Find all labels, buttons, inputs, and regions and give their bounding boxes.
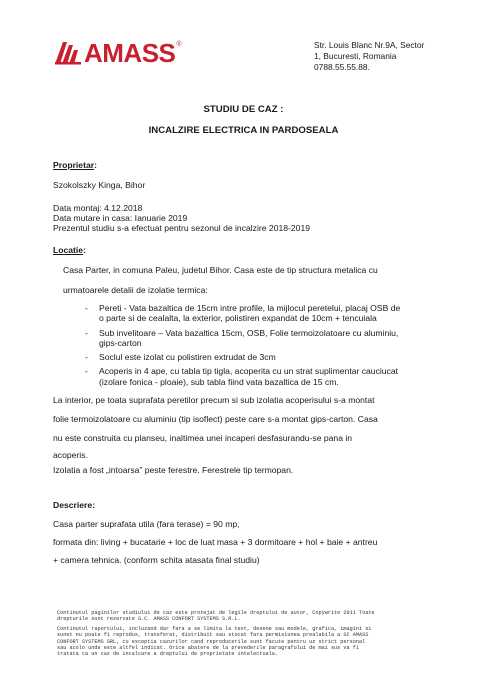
footer-line: sunet nu poate fi reprodus, transferat, distribuit sau stocat fara permisiunea prealabila a SC AMASS bbox=[57, 632, 369, 639]
location-intro-line: urmatoarele detalii de izolatie termica: bbox=[63, 285, 208, 295]
document-title: STUDIU DE CAZ : bbox=[203, 104, 284, 115]
location-intro-line: Casa Parter, in comuna Paleu, judetul Bihor. Casa este de tip structura metalica cu bbox=[63, 265, 378, 275]
phone-number: 0788.55.55.88. bbox=[314, 62, 370, 72]
company-address bbox=[314, 40, 464, 73]
footer-line: drepturile sunt rezervate S.C. AMASS CONFORT SYSTEMS S.R.L. bbox=[57, 616, 241, 623]
footer-line: sau acolo unde este altfel indicat. Orice abatere de la prevederile paragrafului de mai sus va fi bbox=[57, 645, 359, 652]
interior-paragraph-line: folie termoizolatoare cu aluminiu (tip isoflect) peste care s-a montat gips-carton. Casa bbox=[53, 414, 378, 424]
description-line: + camera tehnica. (conform schita atasata final studiu) bbox=[53, 555, 260, 565]
document-subtitle: INCALZIRE ELECTRICA IN PARDOSEALA bbox=[148, 125, 339, 136]
owner-name: Szokolszky Kinga, Bihor bbox=[53, 180, 146, 190]
description-line: Casa parter suprafata utila (fara terase) = 90 mp, bbox=[53, 519, 240, 529]
location-heading: Locatie: bbox=[53, 245, 86, 255]
address-line: Str. Louis Blanc Nr.9A, Sector bbox=[314, 40, 425, 50]
copyright-footer bbox=[57, 610, 437, 658]
study-period: Prezentul studiu s-a efectuat pentru sezonul de incalzire 2018-2019 bbox=[53, 223, 311, 233]
owner-heading: Proprietar: bbox=[53, 160, 97, 170]
isolation-note: Izolatia a fost „intoarsa” peste ferestre. Ferestrele tip termopan. bbox=[53, 465, 294, 475]
interior-paragraph-line: La interior, pe toata suprafata peretilor precum si sub izolatia acoperisului s-a montat bbox=[53, 395, 375, 405]
footer-line: CONFORT SYSTEMS SRL, cu exceptia cazurilor cand reproducerile sunt facute pentru uz strict personal bbox=[57, 638, 366, 645]
logo-registered-mark: ® bbox=[176, 40, 182, 48]
address-line: 1, Bucuresti, Romania bbox=[314, 51, 397, 61]
list-item: - Sub invelitoare – Vata bazaltica 15cm, OSB, Folie termoizolatoare cu aluminiu, gips-carton bbox=[85, 328, 400, 349]
amass-logo bbox=[53, 38, 182, 68]
logo-mark-icon bbox=[53, 40, 83, 66]
insulation-list bbox=[85, 303, 400, 391]
list-item: - Acoperis in 4 ape, cu tabla tip tigla, acoperita cu un strat suplimentar cauciucat (izolare fonica - ploaie), sub tabla fiind vata bazaltica de 15 cm. bbox=[85, 366, 400, 387]
move-in-date: Data mutare in casa: Ianuarie 2019 bbox=[53, 213, 188, 223]
footer-line: Continutul paginilor studiului de caz este protejat de legile dreptului de autor, Copywrite 2011 Toate bbox=[57, 610, 375, 616]
install-date: Data montaj: 4.12.2018 bbox=[53, 203, 143, 213]
description-heading: Descriere: bbox=[53, 500, 96, 510]
list-item: - Pereti - Vata bazaltica de 15cm intre profile, la mijlocul peretelui, placaj OSB de o parte si de cealalta, la exterior, polistiren expandat de 10cm + tencuiala bbox=[85, 303, 400, 324]
description-line: formata din: living + bucatarie + loc de luat masa + 3 dormitoare + hol + baie + antreu bbox=[53, 537, 378, 547]
logo-text: AMASS bbox=[84, 38, 176, 68]
interior-paragraph-line: nu este construita cu planseu, inaltimea unei incaperi desfasurandu-se pana in bbox=[53, 433, 353, 443]
list-item: - Soclul este izolat cu polistiren extrudat de 3cm bbox=[85, 352, 400, 362]
footer-line: Continutul raportului, incluzand dar fara a se limita la text, desene sau modele, grafica, imagini si bbox=[57, 625, 372, 632]
footer-line: tratata ca un caz de incalcare a dreptului de proprietate intelectuala. bbox=[57, 651, 279, 658]
interior-paragraph-line: acoperis. bbox=[53, 450, 88, 460]
